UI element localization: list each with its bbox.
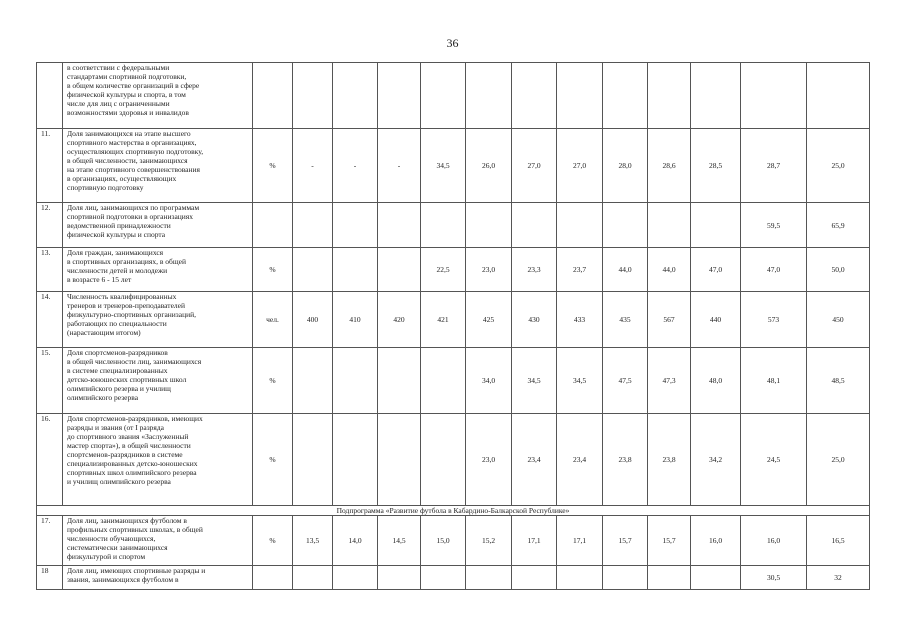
value-cell	[648, 566, 691, 590]
table-row	[37, 566, 870, 590]
indicator-description: в соответствии с федеральными стандартами спортивной подготовки, в общем количестве организаций в сфере физической культуры и спорта, в том числе для лиц с ограниченными возможностями здоровья и инвалидов	[63, 63, 253, 129]
value-cell: 15,2	[466, 516, 512, 566]
value-cell: -	[293, 129, 333, 203]
value-cell	[512, 566, 557, 590]
value-cell	[691, 203, 741, 248]
table-row	[37, 203, 870, 248]
value-cell: 48,0	[691, 348, 741, 414]
indicators-table	[36, 62, 870, 590]
value-cell: 567	[648, 292, 691, 348]
value-cell	[691, 566, 741, 590]
value-cell	[466, 566, 512, 590]
value-cell: 430	[512, 292, 557, 348]
value-cell: 13,5	[293, 516, 333, 566]
value-cell: 425	[466, 292, 512, 348]
value-cell: 23,8	[603, 414, 648, 506]
row-number: 17.	[37, 516, 63, 566]
table-row	[37, 248, 870, 292]
value-cell: 573	[741, 292, 807, 348]
table-row	[37, 63, 870, 129]
value-cell	[421, 414, 466, 506]
row-number	[37, 63, 63, 129]
indicator-description: Доля спортсменов-разрядников в общей численности лиц, занимающихся в системе специализированных детско-юношеских спортивных школ олимпийского резерва и училищ олимпийского резерва	[63, 348, 253, 414]
row-number: 16.	[37, 414, 63, 506]
row-number: 13.	[37, 248, 63, 292]
value-cell: 47,0	[741, 248, 807, 292]
value-cell: 27,0	[512, 129, 557, 203]
value-cell	[333, 63, 378, 129]
value-cell: 23,4	[557, 414, 603, 506]
row-number: 15.	[37, 348, 63, 414]
table-row	[37, 129, 870, 203]
value-cell	[378, 203, 421, 248]
indicator-description: Доля лиц, имеющих спортивные разряды и звания, занимающихся футболом в	[63, 566, 253, 590]
value-cell: 44,0	[648, 248, 691, 292]
value-cell	[691, 63, 741, 129]
value-cell	[333, 566, 378, 590]
row-number: 14.	[37, 292, 63, 348]
value-cell: 34,5	[557, 348, 603, 414]
table-row	[37, 516, 870, 566]
value-cell: 26,0	[466, 129, 512, 203]
value-cell	[333, 248, 378, 292]
unit-cell: чел.	[253, 292, 293, 348]
value-cell: 23,0	[466, 414, 512, 506]
value-cell: 17,1	[512, 516, 557, 566]
value-cell: 421	[421, 292, 466, 348]
table-row	[37, 414, 870, 506]
value-cell	[378, 566, 421, 590]
value-cell: 23,4	[512, 414, 557, 506]
value-cell	[603, 203, 648, 248]
value-cell: 25,0	[807, 129, 870, 203]
value-cell: 25,0	[807, 414, 870, 506]
value-cell	[293, 566, 333, 590]
value-cell: -	[333, 129, 378, 203]
value-cell: 23,7	[557, 248, 603, 292]
value-cell: 44,0	[603, 248, 648, 292]
value-cell	[378, 348, 421, 414]
value-cell: 47,0	[691, 248, 741, 292]
value-cell	[378, 414, 421, 506]
value-cell	[648, 203, 691, 248]
value-cell: 28,0	[603, 129, 648, 203]
value-cell: 16,0	[741, 516, 807, 566]
value-cell: 47,3	[648, 348, 691, 414]
unit-cell: %	[253, 414, 293, 506]
value-cell	[378, 63, 421, 129]
value-cell: 15,0	[421, 516, 466, 566]
row-number: 18	[37, 566, 63, 590]
value-cell: 30,5	[741, 566, 807, 590]
value-cell: 34,2	[691, 414, 741, 506]
value-cell	[466, 63, 512, 129]
table-row	[37, 348, 870, 414]
value-cell: 65,9	[807, 203, 870, 248]
value-cell: 23,0	[466, 248, 512, 292]
value-cell: 15,7	[648, 516, 691, 566]
value-cell: 420	[378, 292, 421, 348]
value-cell: 34,5	[512, 348, 557, 414]
value-cell: 50,0	[807, 248, 870, 292]
value-cell	[333, 348, 378, 414]
row-number: 11.	[37, 129, 63, 203]
value-cell	[293, 414, 333, 506]
value-cell: 28,6	[648, 129, 691, 203]
value-cell	[293, 63, 333, 129]
value-cell: 16,0	[691, 516, 741, 566]
value-cell	[421, 566, 466, 590]
value-cell	[421, 203, 466, 248]
subprogram-title: Подпрограмма «Развитие футбола в Кабардино-Балкарской Республике»	[37, 506, 870, 516]
value-cell: 28,5	[691, 129, 741, 203]
value-cell	[378, 248, 421, 292]
table-row	[37, 292, 870, 348]
value-cell	[603, 63, 648, 129]
value-cell: 23,8	[648, 414, 691, 506]
unit-cell	[253, 203, 293, 248]
value-cell: 48,1	[741, 348, 807, 414]
value-cell	[557, 63, 603, 129]
indicator-description: Доля занимающихся на этапе высшего спортивного мастерства в организациях, осуществляющих спортивную подготовку, в общей численности, занимающихся на этапе спортивного совершенствования в организациях, осуществляющих спортивную подготовку	[63, 129, 253, 203]
indicator-description: Доля лиц, занимающихся по программам спортивной подготовки в организациях ведомственной принадлежности физической культуры и спорта	[63, 203, 253, 248]
indicator-description: Доля граждан, занимающихся в спортивных организациях, в общей численности детей и молодежи в возрасте 6 - 15 лет	[63, 248, 253, 292]
value-cell	[293, 348, 333, 414]
value-cell	[512, 203, 557, 248]
value-cell	[333, 203, 378, 248]
value-cell	[557, 203, 603, 248]
value-cell: 48,5	[807, 348, 870, 414]
value-cell	[293, 248, 333, 292]
value-cell: 400	[293, 292, 333, 348]
value-cell: 15,7	[603, 516, 648, 566]
value-cell: 440	[691, 292, 741, 348]
unit-cell: %	[253, 516, 293, 566]
value-cell: 27,0	[557, 129, 603, 203]
unit-cell: %	[253, 248, 293, 292]
value-cell	[648, 63, 691, 129]
value-cell: 47,5	[603, 348, 648, 414]
value-cell	[333, 414, 378, 506]
value-cell	[293, 203, 333, 248]
page-number: 36	[446, 36, 459, 50]
value-cell	[466, 203, 512, 248]
value-cell: 34,0	[466, 348, 512, 414]
indicator-description: Доля лиц, занимающихся футболом в профильных спортивных школах, в общей численности обучающихся, систематически занимающихся физкультурой и спортом	[63, 516, 253, 566]
indicator-description: Численность квалифицированных тренеров и тренеров-преподавателей физкультурно-спортивных организаций, работающих по специальности (нарастающим итогом)	[63, 292, 253, 348]
unit-cell	[253, 566, 293, 590]
value-cell	[741, 63, 807, 129]
value-cell: 59,5	[741, 203, 807, 248]
indicator-description: Доля спортсменов-разрядников, имеющих разряды и звания (от I разряда до спортивного звания «Заслуженный мастер спорта»), в общей численности спортсменов-разрядников в системе специализированных детско-юношеских спортивных школ олимпийского резерва и училищ олимпийского резерва	[63, 414, 253, 506]
value-cell: 16,5	[807, 516, 870, 566]
unit-cell: %	[253, 348, 293, 414]
value-cell: 17,1	[557, 516, 603, 566]
value-cell	[421, 63, 466, 129]
unit-cell	[253, 63, 293, 129]
row-number: 12.	[37, 203, 63, 248]
value-cell: -	[378, 129, 421, 203]
unit-cell: %	[253, 129, 293, 203]
value-cell: 433	[557, 292, 603, 348]
value-cell: 24,5	[741, 414, 807, 506]
value-cell: 22,5	[421, 248, 466, 292]
value-cell: 435	[603, 292, 648, 348]
value-cell: 28,7	[741, 129, 807, 203]
value-cell: 450	[807, 292, 870, 348]
value-cell: 32	[807, 566, 870, 590]
value-cell	[603, 566, 648, 590]
value-cell: 14,5	[378, 516, 421, 566]
value-cell	[421, 348, 466, 414]
value-cell	[512, 63, 557, 129]
value-cell: 34,5	[421, 129, 466, 203]
value-cell: 23,3	[512, 248, 557, 292]
value-cell	[557, 566, 603, 590]
value-cell: 14,0	[333, 516, 378, 566]
value-cell	[807, 63, 870, 129]
value-cell: 410	[333, 292, 378, 348]
subprogram-row	[37, 506, 870, 516]
